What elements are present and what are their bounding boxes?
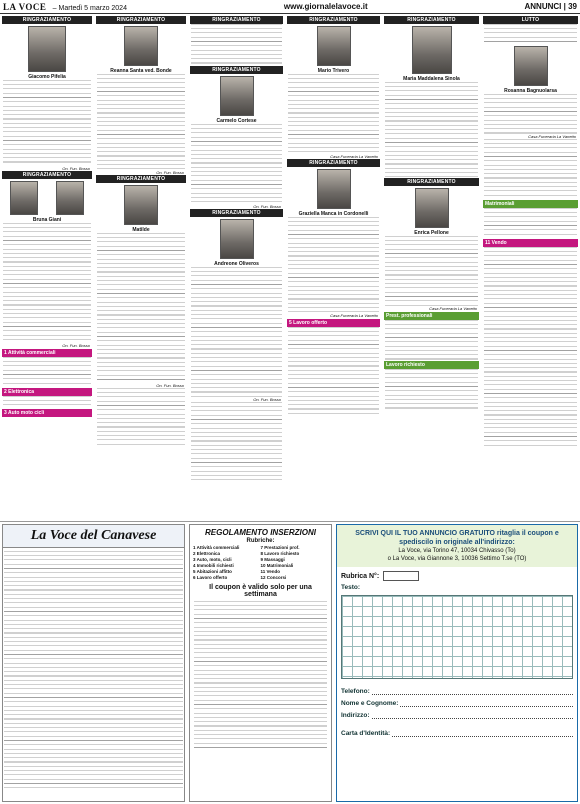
funeral-home: On. Fun. Bosso — [253, 204, 281, 209]
funeral-home: On. Fun. Bosso — [62, 166, 90, 171]
column-4 — [287, 16, 380, 519]
column-6 — [483, 16, 578, 519]
portrait-photo — [317, 26, 351, 66]
page-number: 39 — [568, 2, 577, 11]
person-name: Andreone Oliveros — [214, 261, 259, 267]
portrait-photo — [56, 181, 84, 215]
portrait-photo — [28, 26, 66, 72]
portrait-photo — [220, 76, 254, 116]
indirizzo-input[interactable] — [372, 711, 573, 719]
section-heading: RINGRAZIAMENTO — [190, 66, 283, 74]
nome-label: Nome e Cognome: — [341, 700, 399, 707]
indirizzo-label: Indirizzo: — [341, 712, 370, 719]
newspaper-name: LA VOCE — [3, 1, 47, 12]
person-name: Matilde — [132, 227, 150, 233]
section-heading: RINGRAZIAMENTO — [287, 159, 380, 167]
person-name: Graziella Manca in Cordonelli — [298, 211, 369, 217]
ad-text-grid[interactable] — [341, 595, 573, 679]
category-bar: 2 Elettronica — [2, 388, 92, 396]
carta-input[interactable] — [392, 729, 573, 737]
person-name: Carmelo Cortese — [216, 118, 257, 124]
coupon-validity: Il coupon è valido solo per una settimana — [209, 584, 312, 598]
bottom-strip — [0, 521, 580, 804]
category-bar: 1 Attività commerciali — [2, 349, 92, 357]
rules-heading: REGOLAMENTO INSERZIONI — [205, 528, 316, 537]
portrait-photo — [514, 46, 548, 86]
person-name: Giacomo Pifelia — [28, 74, 66, 80]
person-name: Rosanna Bagnuolarsa — [504, 88, 557, 94]
section-heading: LUTTO — [483, 16, 578, 24]
funeral-home: Casa Funeraria La Vanetto — [330, 154, 378, 159]
section-heading: RINGRAZIAMENTO — [2, 16, 92, 24]
telefono-input[interactable] — [372, 687, 573, 695]
masthead-title: La Voce del Canavese — [3, 525, 184, 548]
section-heading: RINGRAZIAMENTO — [96, 175, 186, 183]
person-name: Mario Trivero — [317, 68, 350, 74]
coupon-form[interactable] — [336, 524, 578, 802]
section-title: ANNUNCI — [524, 2, 562, 11]
section-heading: RINGRAZIAMENTO — [287, 16, 380, 24]
rubric-list-left: 1 Attività commerciali 2 Elettronica 3 Auto, moto, cicli 4 Immobili richiesti 5 Abitazioni affitto 6 Lavoro offerto — [193, 545, 240, 580]
section-heading: RINGRAZIAMENTO — [384, 16, 479, 24]
category-bar: 11 Vendo — [483, 239, 578, 247]
category-bar: 5 Lavoro offerto — [287, 319, 380, 327]
column-1 — [2, 16, 92, 519]
funeral-home: On. Fun. Bosso — [156, 170, 184, 175]
category-bar: Matrimoniali — [483, 200, 578, 208]
rules-subheading: Rubriche: — [246, 538, 275, 544]
portrait-photo — [10, 181, 38, 215]
section-heading: RINGRAZIAMENTO — [190, 209, 283, 217]
portrait-photo — [415, 188, 449, 228]
coupon-address-1: La Voce, via Torino 47, 10034 Chivasso (To) — [398, 548, 516, 554]
person-name: Maria Maddalena Sinola — [403, 76, 460, 82]
telefono-label: Telefono: — [341, 688, 370, 695]
rubric-list-right: 7 Prestazioni prof. 8 Lavoro richiesto 9 Massaggi 10 Matrimoniali 11 Vendo 12 Concorsi — [260, 545, 300, 580]
masthead-box — [2, 524, 185, 802]
funeral-home: On. Fun. Bosso — [253, 397, 281, 402]
funeral-home: Casa Funeraria La Vanetto — [330, 313, 378, 318]
portrait-photo — [124, 185, 158, 225]
person-name: Reanna Santa ved. Bonde — [110, 68, 172, 74]
person-name: Enrica Pellone — [414, 230, 449, 236]
column-2 — [96, 16, 186, 519]
rubrica-label: Rubrica N°: — [341, 572, 380, 580]
funeral-home: Casa Funeraria La Vanetto — [429, 306, 477, 311]
section-heading: RINGRAZIAMENTO — [2, 171, 92, 179]
portrait-photo — [317, 169, 351, 209]
carta-label: Carta d'Identità: — [341, 730, 391, 737]
category-bar: 3 Auto moto cicli — [2, 409, 92, 417]
rubrica-input[interactable] — [383, 571, 419, 581]
portrait-photo — [220, 219, 254, 259]
coupon-heading: SCRIVI QUI IL TUO ANNUNCIO GRATUITO ritaglia il coupon e spediscilo in originale all'indirizzo: — [355, 530, 559, 546]
column-5 — [384, 16, 479, 519]
website-url[interactable]: www.giornalelavoce.it — [283, 2, 368, 11]
portrait-photo — [412, 26, 452, 74]
portrait-photo — [124, 26, 158, 66]
page-header: LA VOCE – Martedì 5 marzo 2024 www.giornalelavoce.it ANNUNCI | 39 — [0, 0, 580, 14]
person-name: Bruna Giani — [32, 217, 62, 223]
category-bar: Lavoro richiesto — [384, 361, 479, 369]
section-heading: RINGRAZIAMENTO — [384, 178, 479, 186]
funeral-home: On. Fun. Bosso — [62, 343, 90, 348]
funeral-home: On. Fun. Bosso — [156, 383, 184, 388]
issue-date: – Martedì 5 marzo 2024 — [52, 4, 127, 12]
rules-box — [189, 524, 332, 802]
nome-input[interactable] — [400, 699, 573, 707]
funeral-home: Casa Funeraria La Vanetto — [528, 134, 576, 139]
column-3 — [190, 16, 283, 519]
category-bar: Prest. professionali — [384, 312, 479, 320]
coupon-address-2: o La Voce, via Giannone 3, 10036 Settimo T.se (TO) — [387, 556, 527, 562]
section-heading: RINGRAZIAMENTO — [190, 16, 283, 24]
section-heading: RINGRAZIAMENTO — [96, 16, 186, 24]
testo-label: Testo: — [341, 584, 361, 591]
